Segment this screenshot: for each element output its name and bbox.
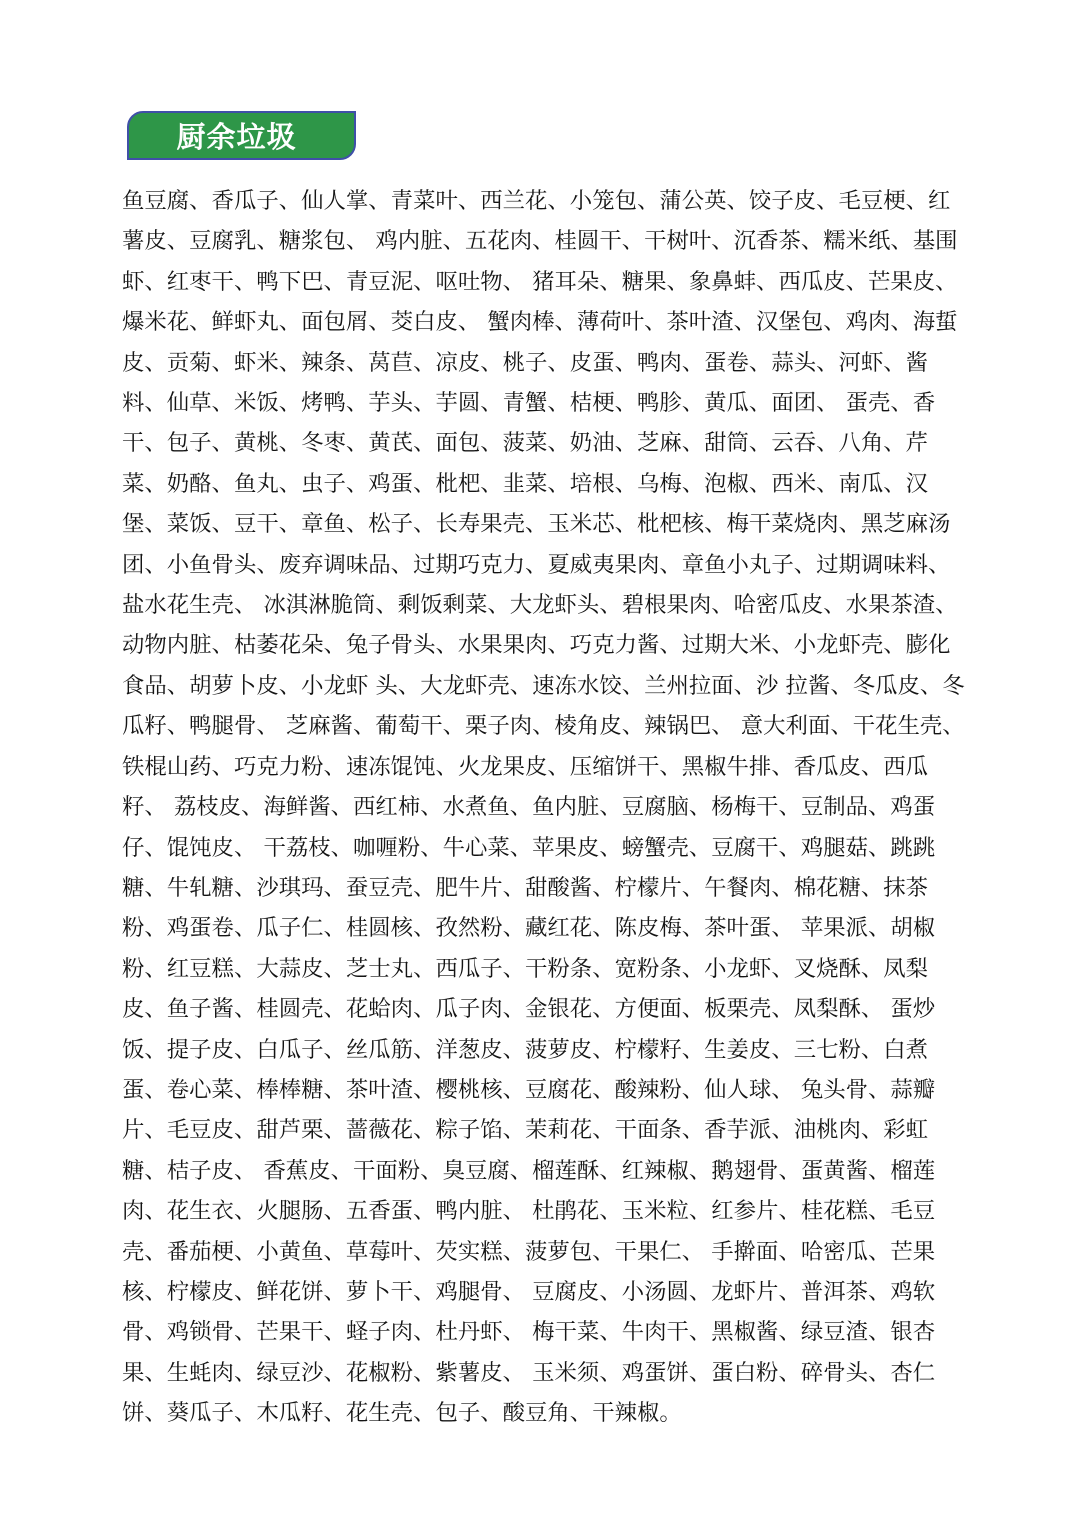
kitchen-waste-item-list: 鱼豆腐、香瓜子、仙人掌、青菜叶、西兰花、小笼包、蒲公英、饺子皮、毛豆梗、红薯皮、豆腐乳、糖浆包、 鸡内脏、五花肉、桂圆干、干树叶、沉香茶、糯米纸、基围虾、红枣干、鸭下巴、青豆泥、呕吐物、 猪耳朵、糖果、象鼻蚌、西瓜皮、芒果皮、爆米花、鲜虾丸、面包屑、茭白皮、 蟹肉棒、薄荷叶、茶叶渣、汉堡包、鸡肉、海蜇皮、贡菊、虾米、辣条、莴苣、凉皮、桃子、皮蛋、鸭肉、蛋卷、蒜头、河虾、酱料、仙草、米饭、烤鸭、芋头、芋圆、青蟹、桔梗、鸭胗、黄瓜、面团、 蛋壳、香干、包子、黄桃、冬枣、黄芪、面包、菠菜、奶油、芝麻、甜筒、云吞、八角、芹菜、奶酪、鱼丸、虫子、鸡蛋、枇杷、韭菜、培根、乌梅、泡椒、西米、南瓜、汉堡、菜饭、豆干、章鱼、松子、长寿果壳、玉米芯、枇杷核、梅干菜烧肉、黑芝麻汤团、小鱼骨头、废弃调味品、过期巧克力、夏威夷果肉、章鱼小丸子、过期调味料、盐水花生壳、 冰淇淋脆筒、剩饭剩菜、大龙虾头、碧根果肉、哈密瓜皮、水果茶渣、动物内脏、枯萎花朵、兔子骨头、水果果肉、巧克力酱、过期大米、小龙虾壳、膨化食品、胡萝卜皮、小龙虾 头、大龙虾壳、速冻水饺、兰州拉面、沙 拉酱、冬瓜皮、冬瓜籽、鸭腿骨、 芝麻酱、葡萄干、栗子肉、棱角皮、辣锅巴、 意大利面、干花生壳、铁棍山药、巧克力粉、速冻馄饨、火龙果皮、压缩饼干、黑椒牛排、香瓜皮、西瓜籽、 荔枝皮、海鲜酱、西红柿、水煮鱼、鱼内脏、豆腐脑、杨梅干、豆制品、鸡蛋仔、馄饨皮、 干荔枝、咖喱粉、牛心菜、苹果皮、螃蟹壳、豆腐干、鸡腿菇、跳跳糖、牛轧糖、沙琪玛、蚕豆壳、肥牛片、甜酸酱、柠檬片、午餐肉、棉花糖、抹茶粉、鸡蛋卷、瓜子仁、桂圆核、孜然粉、藏红花、陈皮梅、茶叶蛋、 苹果派、胡椒粉、红豆糕、大蒜皮、芝士丸、西瓜子、干粉条、宽粉条、小龙虾、叉烧酥、凤梨皮、鱼子酱、桂圆壳、花蛤肉、瓜子肉、金银花、方便面、板栗壳、凤梨酥、 蛋炒饭、提子皮、白瓜子、丝瓜筋、洋葱皮、菠萝皮、柠檬籽、生姜皮、三七粉、白煮蛋、卷心菜、棒棒糖、茶叶渣、樱桃核、豆腐花、酸辣粉、仙人球、 兔头骨、蒜瓣片、毛豆皮、甜芦栗、蔷薇花、粽子馅、茉莉花、干面条、香芋派、油桃肉、彩虹糖、桔子皮、 香蕉皮、干面粉、臭豆腐、榴莲酥、红辣椒、鹅翅骨、蛋黄酱、榴莲肉、花生衣、火腿肠、五香蛋、鸭内脏、 杜鹃花、玉米粒、红参片、桂花糕、毛豆壳、番茄梗、小黄鱼、草莓叶、芡实糕、菠萝包、干果仁、 手擀面、哈密瓜、芒果核、柠檬皮、鲜花饼、萝卜干、鸡腿骨、 豆腐皮、小汤圆、龙虾片、普洱茶、鸡软骨、鸡锁骨、芒果干、蛏子肉、杜丹虾、 梅干菜、牛肉干、黑椒酱、绿豆渣、银杏果、生蚝肉、绿豆沙、花椒粉、紫薯皮、 玉米须、鸡蛋饼、蛋白粉、碎骨头、杏仁饼、葵瓜子、木瓜籽、花生壳、包子、酸豆角、干辣椒。 [122, 188, 965, 1427]
section-title-badge [127, 111, 356, 160]
section-title: 厨余垃圾 [176, 120, 297, 154]
